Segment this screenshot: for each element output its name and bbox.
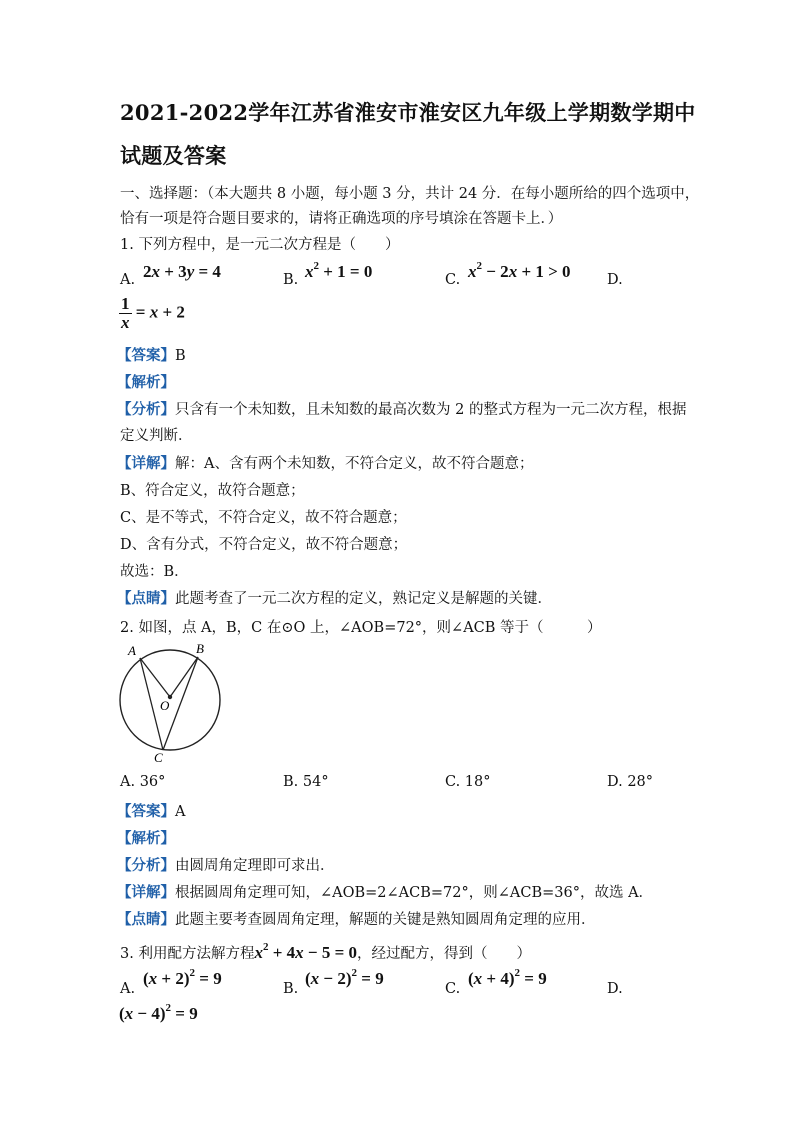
q1-comment: 【点睛】此题考查了一元二次方程的定义，熟记定义是解题的关键． (117, 590, 552, 607)
q1-fenxi: 【分析】只含有一个未知数，且未知数的最高次数为 2 的整式方程为一元二次方程，根据 (117, 401, 687, 418)
q3-option-b-label: B. (283, 981, 299, 997)
label-a: A (128, 643, 136, 658)
q1-option-c-label: C. (445, 272, 461, 288)
q1-stem: 1. 下列方程中，是一元二次方程是（ ） (120, 237, 400, 253)
q2-detail: 【详解】根据圆周角定理可知，∠AOB=2∠ACB=72°，则∠ACB=36°，故选 A． (117, 884, 654, 901)
q2-option-a: A. 36° (120, 774, 166, 790)
circle-figure (118, 640, 228, 765)
q3-option-b-equation: $(x - 2)^2 = 9$ (305, 967, 384, 988)
circle-o (120, 650, 220, 750)
q2-comment: 【点睛】此题主要考查圆周角定理，解题的关键是熟知圆周角定理的应用． (117, 911, 596, 928)
q1-detail-choice: 故选：B． (120, 564, 189, 580)
q2-fenxi: 【分析】由圆周角定理即可求出． (117, 857, 335, 874)
q1-detail-d: D、含有分式，不符合定义，故不符合题意； (120, 537, 408, 553)
q3-stem-equation: $x^2 + 4x - 5 = 0$ (254, 941, 358, 962)
q1-option-c-inequality: $x^2 - 2x + 1 > 0$ (468, 260, 571, 281)
section-instructions-cont: 恰有一项是符合题目要求的，请将正确选项的序号填涂在答题卡上．） (120, 211, 563, 227)
q3-option-a-label: A. (120, 981, 136, 997)
section-instructions: 一、选择题：（本大题共 8 小题，每小题 3 分，共计 24 分．在每小题所给的四个选项中， (120, 186, 700, 202)
q1-answer: 【答案】B (117, 347, 186, 364)
page-title-line2: 试题及答案 (120, 143, 227, 168)
q3-option-c-label: C. (445, 981, 461, 997)
q1-option-b-equation: $x^2 + 1 = 0$ (305, 260, 373, 281)
q3-option-a-equation: $(x + 2)^2 = 9$ (143, 967, 222, 988)
q1-fenxi-cont: 定义判断． (120, 428, 193, 444)
q3-option-c-equation: $(x + 4)^2 = 9$ (468, 967, 547, 988)
q1-option-b-label: B. (283, 272, 299, 288)
q2-option-d: D. 28° (607, 774, 654, 790)
q3-option-d-label: D. (607, 981, 623, 997)
q1-option-a-equation: 2x + 3y = 4 (143, 262, 221, 281)
q1-detail-b: B、符合定义，故符合题意； (120, 483, 305, 499)
q1-option-d-label: D. (607, 272, 623, 288)
q2-option-c: C. 18° (445, 774, 491, 790)
label-b: B (196, 641, 204, 656)
q1-detail: 【详解】解：A、含有两个未知数，不符合定义，故不符合题意； (117, 455, 534, 472)
label-o: O (160, 698, 170, 713)
q2-answer: 【答案】A (117, 803, 186, 820)
q2-option-b: B. 54° (283, 774, 329, 790)
label-c: C (154, 750, 163, 765)
q3-stem: 3. 利用配方法解方程$x^2 + 4x - 5 = 0$，经过配方，得到（ ） (120, 941, 532, 962)
q1-analysis-tag: 【解析】 (117, 374, 175, 391)
q1-detail-c: C、是不等式，不符合定义，故不符合题意； (120, 510, 407, 526)
q2-stem: 2. 如图，点 A，B，C 在⊙O 上，∠AOB=72°，则∠ACB 等于（ ） (120, 620, 602, 636)
segment-ob (170, 657, 198, 697)
q1-option-d-equation: $\frac{1}{x}$ = x + 2 (121, 294, 185, 332)
q2-analysis-tag: 【解析】 (117, 830, 175, 847)
q1-option-a-label: A. (120, 272, 136, 288)
fraction: $\frac{1}{x}$ (121, 294, 130, 332)
page-title: 2021-2022学年江苏省淮安市淮安区九年级上学期数学期中 (120, 100, 696, 125)
q3-option-d-equation: $(x - 4)^2 = 9$ (119, 1002, 198, 1023)
